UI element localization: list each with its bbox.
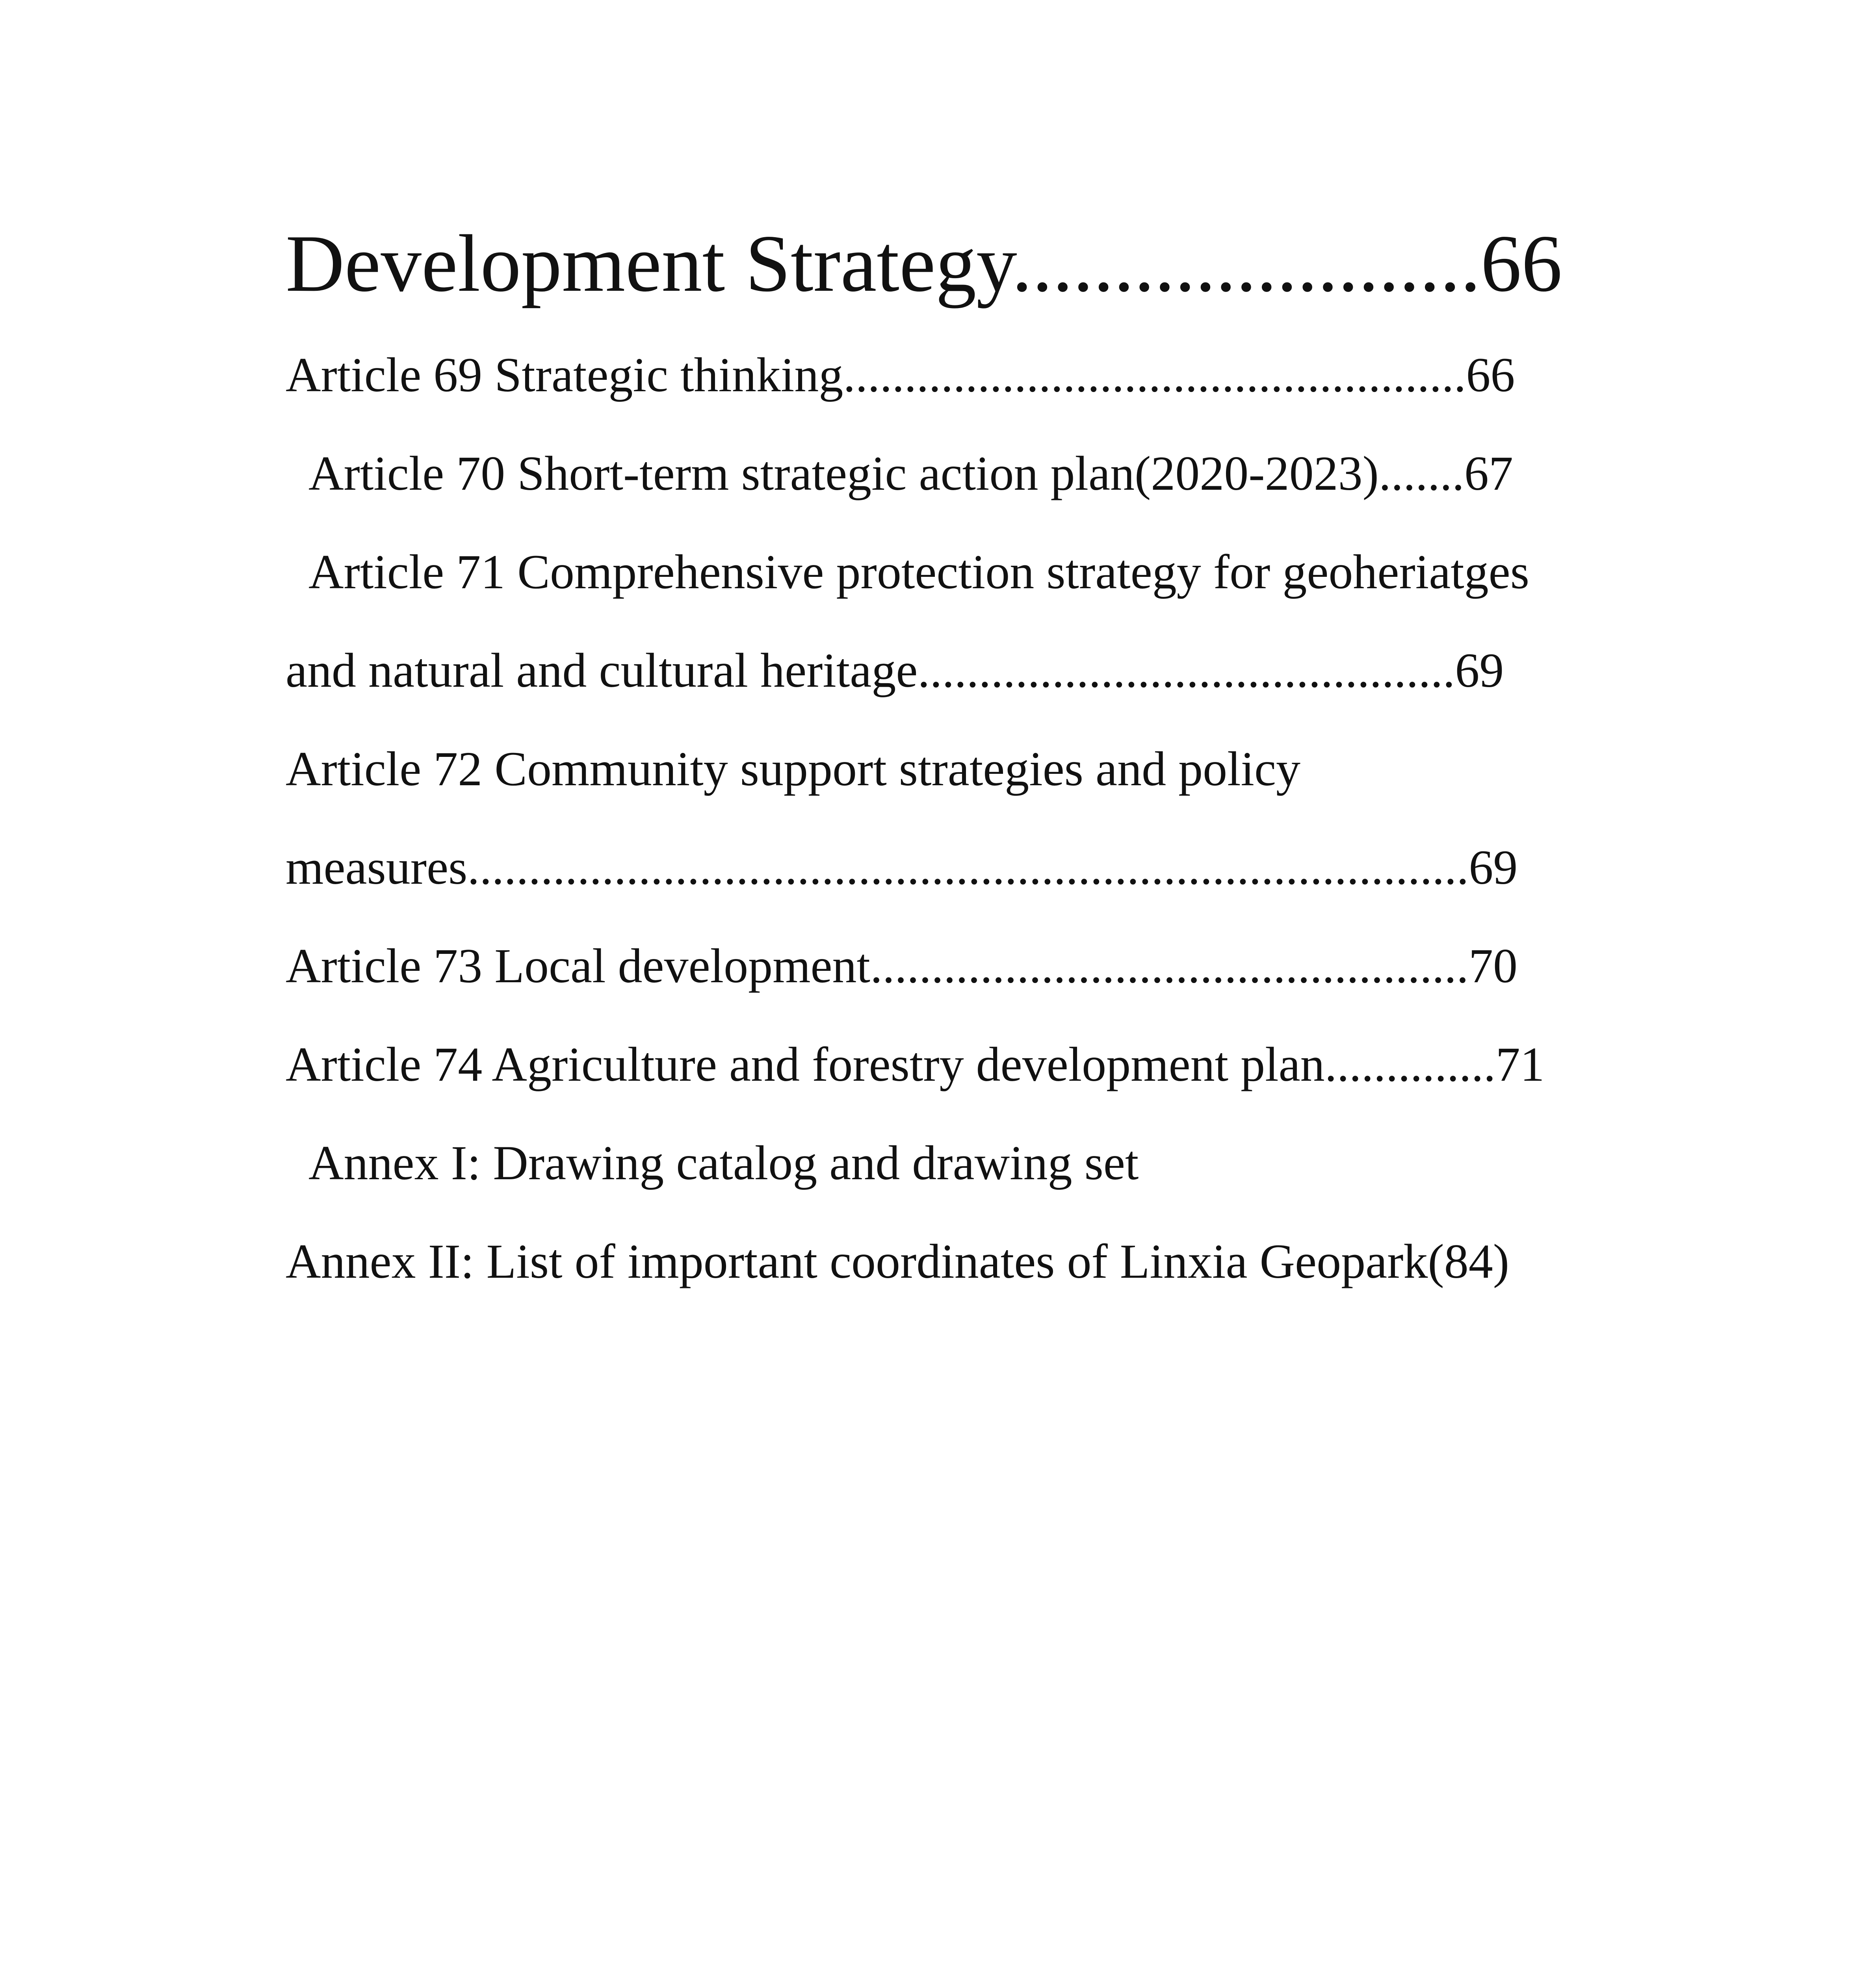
toc-entry-article-72: Article 72 Community support strategies and policy bbox=[286, 742, 1301, 796]
toc-entry-article-73: Article 73 Local development.................................................70 bbox=[286, 939, 1518, 993]
toc-entry-article-70: Article 70 Short-term strategic action plan(2020-2023).......67 bbox=[308, 446, 1513, 500]
toc-entry-article-69: Article 69 Strategic thinking...................................................66 bbox=[286, 348, 1515, 402]
toc-entry-article-71-continued: and natural and cultural heritage............................................69 bbox=[286, 643, 1504, 697]
toc-entry-annex-ii: Annex II: List of important coordinates of Linxia Geopark(84) bbox=[286, 1234, 1509, 1288]
toc-entry-article-72-continued: measures..................................................................................69 bbox=[286, 840, 1518, 894]
section-heading: Development Strategy.......................66 bbox=[286, 218, 1562, 309]
toc-entry-article-74: Article 74 Agriculture and forestry development plan..............71 bbox=[286, 1037, 1545, 1091]
toc-entry-annex-i: Annex I: Drawing catalog and drawing set bbox=[308, 1136, 1139, 1190]
toc-entry-article-71: Article 71 Comprehensive protection strategy for geoheriatges bbox=[308, 545, 1529, 599]
